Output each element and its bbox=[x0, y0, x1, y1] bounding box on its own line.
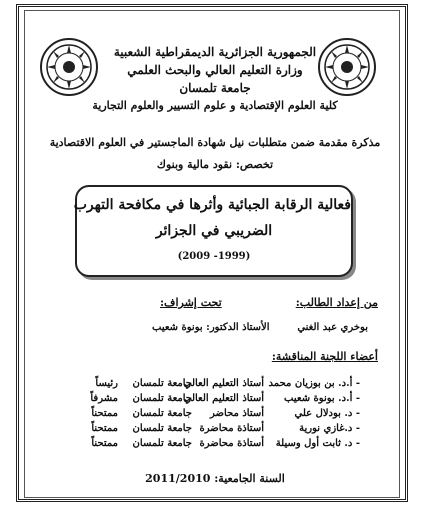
member-rank: أستاذة محاضرة bbox=[199, 438, 264, 449]
ministry-name: وزارة التعليم العالي والبحث العلمي bbox=[127, 63, 303, 77]
member-rank: أستاذة محاضرة bbox=[199, 423, 264, 434]
memo-specialty: تخصص: نقود مالية وبنوك bbox=[156, 158, 274, 171]
university-name: جامعة تلمسان bbox=[179, 81, 251, 95]
faculty-name: كلية العلوم الإقتصادية و علوم التسيير والعلوم التجارية bbox=[92, 99, 338, 112]
committee-row bbox=[70, 378, 360, 392]
thesis-period: (1999- 2009) bbox=[177, 251, 251, 262]
committee-row bbox=[70, 423, 360, 437]
member-name: - د.غازي نورية bbox=[299, 423, 360, 434]
member-role: مشرفاً bbox=[90, 393, 118, 404]
member-name: - د. ثابت أول وسيلة bbox=[275, 438, 360, 449]
committee-label: أعضاء اللجنة المناقشة: bbox=[271, 350, 378, 363]
member-institution: جامعة تلمسان bbox=[132, 393, 192, 404]
member-rank: أستاذ التعليم العالي bbox=[183, 378, 264, 389]
member-role: ممتحناً bbox=[91, 423, 118, 434]
member-rank: أستاذ محاضر bbox=[209, 408, 264, 419]
committee-row bbox=[70, 438, 360, 452]
member-name: - أ.د. بونوة شعيب bbox=[284, 393, 360, 404]
member-institution: جامعة تلمسان bbox=[132, 378, 192, 389]
university-emblem-left bbox=[40, 38, 98, 96]
memo-purpose: مذكرة مقدمة ضمن متطلبات نيل شهادة الماجستير في العلوم الاقتصادية bbox=[49, 136, 381, 149]
student-name: بوخري عبد الغني bbox=[297, 322, 368, 333]
member-role: ممتحناً bbox=[91, 438, 118, 449]
emblem-left-icon bbox=[42, 40, 96, 94]
member-institution: جامعة تلمسان bbox=[132, 423, 192, 434]
thesis-title-line1: فعالية الرقابة الجبائية وأثرها في مكافحة التهرب bbox=[73, 197, 351, 213]
committee-row bbox=[70, 408, 360, 422]
student-label: من إعداد الطالب: bbox=[295, 296, 378, 309]
member-rank: أستاذ التعليم العالي bbox=[183, 393, 264, 404]
supervisor-label: تحت إشراف: bbox=[160, 296, 222, 309]
member-role: رئيساً bbox=[95, 378, 118, 389]
committee-row bbox=[70, 393, 360, 407]
academic-year: السنة الجامعية: 2011/2010 bbox=[145, 472, 285, 485]
thesis-title-box bbox=[75, 185, 353, 277]
member-name: - د. بودلال علي bbox=[294, 408, 360, 419]
thesis-title-line2: الضريبي في الجزائر bbox=[155, 223, 273, 239]
member-institution: جامعة تلمسان bbox=[132, 408, 192, 419]
supervisor-name: الأستاذ الدكتور: بونوة شعيب bbox=[152, 322, 270, 333]
republic-name: الجمهورية الجزائرية الديمقراطية الشعبية bbox=[113, 45, 317, 59]
member-role: ممتحناً bbox=[91, 408, 118, 419]
member-institution: جامعة تلمسان bbox=[132, 438, 192, 449]
member-name: - أ.د. بن بوزيان محمد bbox=[268, 378, 360, 389]
